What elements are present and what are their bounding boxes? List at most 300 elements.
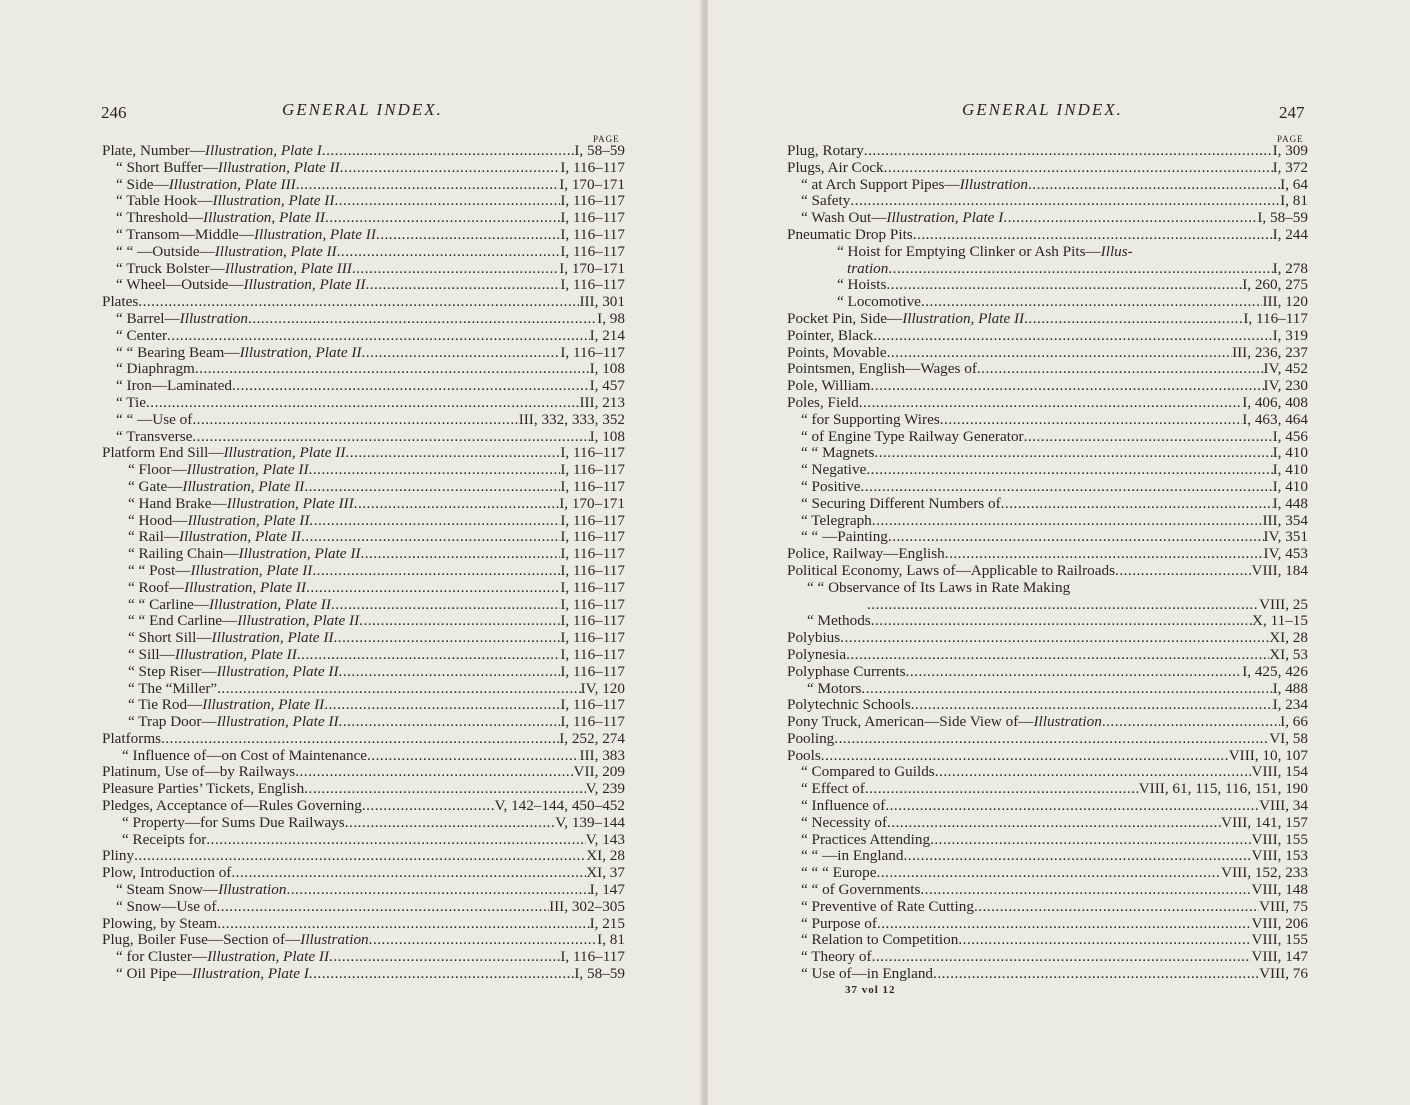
entry-heading xyxy=(801,832,930,849)
entry-page-reference: VIII, 75 xyxy=(1259,898,1308,915)
entry-page-reference: VIII, 10, 107 xyxy=(1228,747,1308,764)
entry-heading xyxy=(116,361,195,378)
entry-text: Polybius xyxy=(787,630,841,647)
entry-text: “ Purpose of xyxy=(801,915,877,932)
entry-heading xyxy=(787,748,821,765)
entry-page-reference: I, 116–117 xyxy=(560,159,625,176)
index-entry xyxy=(787,328,1308,345)
page-number: 246 xyxy=(101,103,127,122)
entry-text: “ “ Post— xyxy=(128,562,191,579)
entry-text: Pools xyxy=(787,747,821,764)
dot-leader xyxy=(866,462,1272,479)
dot-leader xyxy=(872,513,1263,530)
dot-leader xyxy=(1102,714,1280,731)
index-entry xyxy=(102,764,625,781)
dot-leader xyxy=(888,261,1272,278)
entry-page-reference: VIII, 206 xyxy=(1251,915,1308,932)
index-entry xyxy=(102,798,625,815)
entry-page-reference: I, 81 xyxy=(1280,193,1308,210)
entry-page-reference: I, 116–117 xyxy=(560,630,625,647)
entry-italic-text: Illustration, Plate II xyxy=(243,277,366,294)
dot-leader xyxy=(195,361,590,378)
entry-heading xyxy=(801,429,1024,446)
dot-leader xyxy=(334,193,560,210)
index-entry xyxy=(787,664,1308,681)
entry-page-reference: I, 488 xyxy=(1272,680,1308,697)
entry-page-reference: VIII, 153 xyxy=(1251,848,1308,865)
entry-text: “ “ of Governments xyxy=(801,882,921,899)
entry-heading xyxy=(128,647,297,664)
entry-page-reference: I, 410 xyxy=(1272,478,1308,495)
entry-text: “ for Cluster— xyxy=(116,949,208,966)
index-entry xyxy=(102,378,625,395)
entry-text: “ The “Miller” xyxy=(128,680,218,697)
entry-page-reference: IV, 453 xyxy=(1263,546,1308,563)
dot-leader xyxy=(1115,563,1251,580)
entry-heading xyxy=(801,966,933,983)
entry-text: “ “ —in England xyxy=(801,848,904,865)
index-entry xyxy=(787,597,1308,614)
dot-leader xyxy=(1001,496,1273,513)
entry-page-reference: I, 64 xyxy=(1280,176,1308,193)
entry-page-reference: I, 116–117 xyxy=(560,462,625,479)
dot-leader xyxy=(935,764,1252,781)
dot-leader xyxy=(361,345,560,362)
index-entry xyxy=(102,462,625,479)
entry-heading xyxy=(837,244,1133,261)
index-entry xyxy=(102,177,625,194)
entry-page-reference: V, 142–144, 450–452 xyxy=(494,798,625,815)
entry-italic-text: Illustration xyxy=(179,310,249,327)
entry-page-reference: X, 11–15 xyxy=(1252,613,1308,630)
entry-heading xyxy=(787,647,846,664)
dot-leader xyxy=(322,143,575,160)
index-entry xyxy=(787,580,1308,597)
index-entry xyxy=(102,580,625,597)
dot-leader xyxy=(872,949,1252,966)
entry-heading xyxy=(116,261,352,278)
entry-page-reference: I, 116–117 xyxy=(560,277,625,294)
index-entry xyxy=(102,160,625,177)
index-entry xyxy=(102,815,625,832)
index-entry xyxy=(102,832,625,849)
index-entry xyxy=(102,496,625,513)
entry-page-reference: VIII, 76 xyxy=(1259,966,1308,983)
entry-heading xyxy=(116,311,248,328)
entry-text: “ Short Buffer— xyxy=(116,159,218,176)
entry-italic-text: Illustration, Plate II xyxy=(217,159,340,176)
entry-page-reference: I, 116–117 xyxy=(560,210,625,227)
entry-page-reference: VIII, 154 xyxy=(1251,764,1308,781)
entry-text: “ Truck Bolster— xyxy=(116,260,225,277)
entry-text: “ Sill— xyxy=(128,646,175,663)
entry-page-reference: I, 116–117 xyxy=(560,596,625,613)
index-entry xyxy=(102,630,625,647)
dot-leader xyxy=(871,613,1252,630)
entry-page-reference: VIII, 147 xyxy=(1251,949,1308,966)
entry-text: “ Diaphragm xyxy=(116,361,195,378)
entry-heading xyxy=(801,513,872,530)
entry-text: Plug, Boiler Fuse—Section of— xyxy=(102,932,301,949)
index-entry xyxy=(102,193,625,210)
dot-leader xyxy=(940,412,1242,429)
entry-heading xyxy=(801,882,920,899)
entry-heading xyxy=(801,949,872,966)
entry-text: “ Motors xyxy=(807,680,862,697)
dot-leader xyxy=(309,462,561,479)
entry-page-reference: I, 252, 274 xyxy=(559,730,625,747)
dot-leader xyxy=(345,445,560,462)
entry-page-reference: III, 120 xyxy=(1262,294,1308,311)
entry-text: “ Table Hook— xyxy=(116,193,213,210)
entry-page-reference: I, 309 xyxy=(1272,143,1308,159)
index-entry xyxy=(787,210,1308,227)
entry-text: Pointsmen, English—Wages of xyxy=(787,361,977,378)
entry-text: “ Compared to Guilds xyxy=(801,764,935,781)
entry-text: “ Safety xyxy=(801,193,851,210)
entry-italic-text: Illustration, Plate II xyxy=(238,546,361,563)
entry-text: “ “ Bearing Beam— xyxy=(116,344,240,361)
entry-heading xyxy=(787,630,840,647)
page-number: 247 xyxy=(1279,103,1305,122)
index-entry xyxy=(787,748,1308,765)
entry-page-reference: V, 143 xyxy=(585,831,625,848)
entry-heading xyxy=(128,529,301,546)
index-entries xyxy=(102,143,625,983)
entry-page-reference: III, 383 xyxy=(579,747,625,764)
dot-leader xyxy=(867,597,1259,614)
dot-leader xyxy=(906,664,1243,681)
entry-text: “ Trap Door— xyxy=(128,714,217,731)
entry-heading xyxy=(116,882,286,899)
entry-page-reference: I, 116–117 xyxy=(560,193,625,210)
index-entry xyxy=(102,529,625,546)
dot-leader xyxy=(834,731,1269,748)
index-entry xyxy=(102,143,625,160)
index-entry xyxy=(787,899,1308,916)
left-page xyxy=(0,0,702,1105)
entry-italic-text: Illustration, Plate II xyxy=(187,512,310,529)
entry-heading xyxy=(102,764,295,781)
entry-italic-text: Illustration, Plate II xyxy=(239,344,362,361)
entry-heading xyxy=(128,479,304,496)
dot-leader xyxy=(365,277,560,294)
entry-text: “ Methods xyxy=(807,613,871,630)
dot-leader xyxy=(192,429,589,446)
index-entry xyxy=(102,513,625,530)
entry-italic-text: Illustration, Plate II xyxy=(203,210,325,227)
entry-heading xyxy=(801,412,940,429)
entry-page-reference: VIII, 184 xyxy=(1251,562,1308,579)
entry-page-reference: IV, 452 xyxy=(1263,361,1308,378)
index-entry xyxy=(102,412,625,429)
index-entry xyxy=(787,966,1308,983)
entry-text: Plates xyxy=(102,294,139,311)
index-entry xyxy=(787,731,1308,748)
index-entry xyxy=(102,899,625,916)
entry-heading xyxy=(128,580,306,597)
entry-italic-text: Illustration, Plate II xyxy=(214,243,337,260)
entry-italic-text: Illustration, Plate I xyxy=(886,210,1004,227)
dot-leader xyxy=(217,681,580,698)
dot-leader xyxy=(846,647,1269,664)
running-title: GENERAL INDEX. xyxy=(282,100,443,119)
index-entry xyxy=(787,949,1308,966)
entry-page-reference: I, 116–117 xyxy=(560,243,625,260)
entry-text: Plow, Introduction of xyxy=(102,865,232,882)
dot-leader xyxy=(1024,311,1243,328)
entry-text: “ Short Sill— xyxy=(128,630,212,647)
index-entry xyxy=(787,345,1308,362)
dot-leader xyxy=(376,227,560,244)
entry-heading xyxy=(787,328,873,345)
index-entry xyxy=(102,916,625,933)
index-entry xyxy=(102,647,625,664)
index-entry xyxy=(102,597,625,614)
index-entry xyxy=(787,395,1308,412)
index-entry xyxy=(102,429,625,446)
entry-italic-text: Illustration, Plate II xyxy=(182,478,305,495)
entry-text: “ Floor— xyxy=(128,462,187,479)
dot-leader xyxy=(821,748,1229,765)
index-entry xyxy=(102,748,625,765)
entry-italic-text: Illustration xyxy=(1033,714,1102,731)
index-entry xyxy=(102,613,625,630)
dot-leader xyxy=(217,916,589,933)
entry-text: Polytechnic Schools xyxy=(787,697,911,714)
entry-text: “ Negative xyxy=(801,462,867,479)
dot-leader xyxy=(339,714,561,731)
dot-leader xyxy=(345,815,556,832)
entry-page-reference: I, 215 xyxy=(589,915,625,932)
entry-page-reference: I, 147 xyxy=(589,882,625,899)
index-entry xyxy=(787,764,1308,781)
dot-leader xyxy=(921,294,1263,311)
entry-page-reference: I, 116–117 xyxy=(560,344,625,361)
entry-text: Police, Railway—English xyxy=(787,546,945,563)
entry-page-reference: I, 116–117 xyxy=(560,646,625,663)
entry-page-reference: I, 116–117 xyxy=(560,949,625,966)
entry-heading xyxy=(116,277,365,294)
dot-leader xyxy=(885,798,1259,815)
entry-text: Plugs, Air Cock xyxy=(787,159,884,176)
entry-heading xyxy=(787,697,911,714)
entry-text: “ “ —Outside— xyxy=(116,243,215,260)
entry-heading xyxy=(837,294,921,311)
entry-text: “ Hood— xyxy=(128,512,188,529)
entry-text: “ of Engine Type Railway Generator xyxy=(801,428,1024,445)
index-entry xyxy=(102,277,625,294)
index-entry xyxy=(787,311,1308,328)
entry-heading xyxy=(102,781,304,798)
dot-leader xyxy=(331,597,560,614)
entry-italic-text: tration xyxy=(847,260,889,277)
index-entry xyxy=(102,932,625,949)
index-entry xyxy=(787,798,1308,815)
entry-heading xyxy=(787,563,1115,580)
entry-text: “ Hoist for Emptying Clinker or Ash Pits— xyxy=(837,243,1101,260)
dot-leader xyxy=(324,697,560,714)
entry-italic-text: Illustration, Plate II xyxy=(216,663,339,680)
index-entry xyxy=(787,177,1308,194)
entry-heading xyxy=(122,748,367,765)
dot-leader xyxy=(333,630,560,647)
dot-leader xyxy=(325,210,560,227)
entry-text: Pony Truck, American—Side View of— xyxy=(787,714,1034,731)
entry-italic-text: Illus- xyxy=(1100,243,1133,260)
entry-heading xyxy=(102,143,322,160)
entry-heading xyxy=(102,798,362,815)
entry-page-reference: I, 116–117 xyxy=(560,546,625,563)
index-entry xyxy=(787,681,1308,698)
entry-page-reference: I, 81 xyxy=(597,932,625,949)
entry-text: “ Wash Out— xyxy=(801,210,887,227)
entry-text: “ Tie Rod— xyxy=(128,697,203,714)
entry-heading xyxy=(787,361,977,378)
entry-heading xyxy=(102,848,134,865)
entry-page-reference: I, 108 xyxy=(589,361,625,378)
entry-text: “ Influence of xyxy=(801,798,886,815)
index-entry xyxy=(102,345,625,362)
entry-heading xyxy=(801,529,888,546)
entry-text: “ Practices Attending xyxy=(801,831,931,848)
entry-heading xyxy=(116,210,325,227)
entry-page-reference: I, 319 xyxy=(1272,327,1308,344)
entry-page-reference: I, 116–117 xyxy=(560,529,625,546)
entry-italic-text: Illustration, Plate II xyxy=(202,697,325,714)
dot-leader xyxy=(309,513,560,530)
entry-page-reference: I, 457 xyxy=(589,378,625,395)
entry-heading xyxy=(128,496,354,513)
entry-page-reference: I, 170–171 xyxy=(559,260,625,277)
index-entry xyxy=(102,563,625,580)
entry-text: Platinum, Use of—by Railways xyxy=(102,764,296,781)
index-entry xyxy=(102,546,625,563)
entry-text: “ Effect of xyxy=(801,781,865,798)
entry-text: Plate, Number— xyxy=(102,143,205,159)
entry-page-reference: I, 116–117 xyxy=(560,663,625,680)
entry-text: Political Economy, Laws of—Applicable to Railroads xyxy=(787,562,1116,579)
index-entry xyxy=(102,697,625,714)
entry-heading xyxy=(787,143,864,160)
entry-heading xyxy=(128,597,331,614)
index-entry xyxy=(787,143,1308,160)
entry-text: “ Iron—Laminated xyxy=(116,378,232,395)
dot-leader xyxy=(248,311,597,328)
entry-page-reference: VIII, 34 xyxy=(1259,798,1308,815)
entry-heading xyxy=(787,160,884,177)
dot-leader xyxy=(360,546,560,563)
index-entry xyxy=(102,361,625,378)
index-entry xyxy=(102,479,625,496)
entry-page-reference: I, 260, 275 xyxy=(1242,277,1308,294)
dot-leader xyxy=(337,244,561,261)
entry-text: Pointer, Black xyxy=(787,327,874,344)
page-column-label: PAGE xyxy=(1277,134,1304,144)
entry-heading xyxy=(801,764,935,781)
index-entry xyxy=(787,697,1308,714)
entry-text: “ Tie xyxy=(116,394,146,411)
entry-heading xyxy=(801,781,865,798)
entry-text: Polyphase Currents xyxy=(787,663,906,680)
page-column-label: PAGE xyxy=(593,134,620,144)
entry-heading xyxy=(128,714,339,731)
entry-text: “ Positive xyxy=(801,478,861,495)
entry-heading xyxy=(807,613,871,630)
index-entry xyxy=(102,664,625,681)
index-entry xyxy=(787,378,1308,395)
dot-leader xyxy=(945,546,1264,563)
entry-text: “ Railing Chain— xyxy=(128,546,239,563)
entry-text: “ Barrel— xyxy=(116,310,180,327)
entry-heading xyxy=(116,378,232,395)
index-entry xyxy=(787,647,1308,664)
index-entry xyxy=(102,210,625,227)
entry-page-reference: I, 108 xyxy=(589,428,625,445)
entry-heading xyxy=(102,731,161,748)
entry-heading xyxy=(837,277,886,294)
entry-page-reference: I, 58–59 xyxy=(574,966,625,983)
entry-heading xyxy=(128,664,339,681)
entry-heading xyxy=(801,462,866,479)
entry-text: “ Use of—in England xyxy=(801,966,934,983)
entry-page-reference: I, 116–117 xyxy=(1243,310,1308,327)
dot-leader xyxy=(304,479,560,496)
entry-page-reference: I, 116–117 xyxy=(560,579,625,596)
entry-page-reference: I, 170–171 xyxy=(559,176,625,193)
index-entry xyxy=(787,714,1308,731)
entry-text: “ Hand Brake— xyxy=(128,495,227,512)
dot-leader xyxy=(362,798,495,815)
index-entry xyxy=(787,479,1308,496)
index-entry xyxy=(787,445,1308,462)
entry-page-reference: XI, 28 xyxy=(1269,630,1308,647)
entry-text: “ “ —Painting xyxy=(801,529,888,546)
dot-leader xyxy=(352,261,559,278)
dot-leader xyxy=(146,395,579,412)
entry-heading xyxy=(801,210,1003,227)
entry-italic-text: Illustration, Plate III xyxy=(226,495,354,512)
entry-page-reference: I, 170–171 xyxy=(559,495,625,512)
entry-heading xyxy=(116,177,296,194)
index-entry xyxy=(787,815,1308,832)
entry-text: Polynesia xyxy=(787,646,847,663)
entry-heading xyxy=(116,899,216,916)
dot-leader xyxy=(192,412,518,429)
entry-page-reference: I, 58–59 xyxy=(574,143,625,159)
index-entries xyxy=(787,143,1308,983)
index-entry xyxy=(787,848,1308,865)
index-entry xyxy=(787,462,1308,479)
entry-italic-text: Illustration, Plate II xyxy=(237,613,360,630)
index-entry xyxy=(787,781,1308,798)
dot-leader xyxy=(309,966,575,983)
index-entry xyxy=(102,445,625,462)
entry-text: Pledges, Acceptance of—Rules Governing xyxy=(102,798,362,815)
entry-page-reference: I, 406, 408 xyxy=(1242,394,1308,411)
entry-page-reference: I, 116–117 xyxy=(560,478,625,495)
index-entry xyxy=(787,412,1308,429)
dot-leader xyxy=(860,479,1272,496)
entry-heading xyxy=(128,681,217,698)
entry-heading xyxy=(801,932,958,949)
index-entry xyxy=(102,294,625,311)
index-entry xyxy=(787,916,1308,933)
entry-page-reference: I, 66 xyxy=(1280,714,1308,731)
entry-heading xyxy=(801,479,860,496)
entry-page-reference: III, 354 xyxy=(1262,512,1308,529)
entry-text: “ “ “ Europe xyxy=(801,865,877,882)
